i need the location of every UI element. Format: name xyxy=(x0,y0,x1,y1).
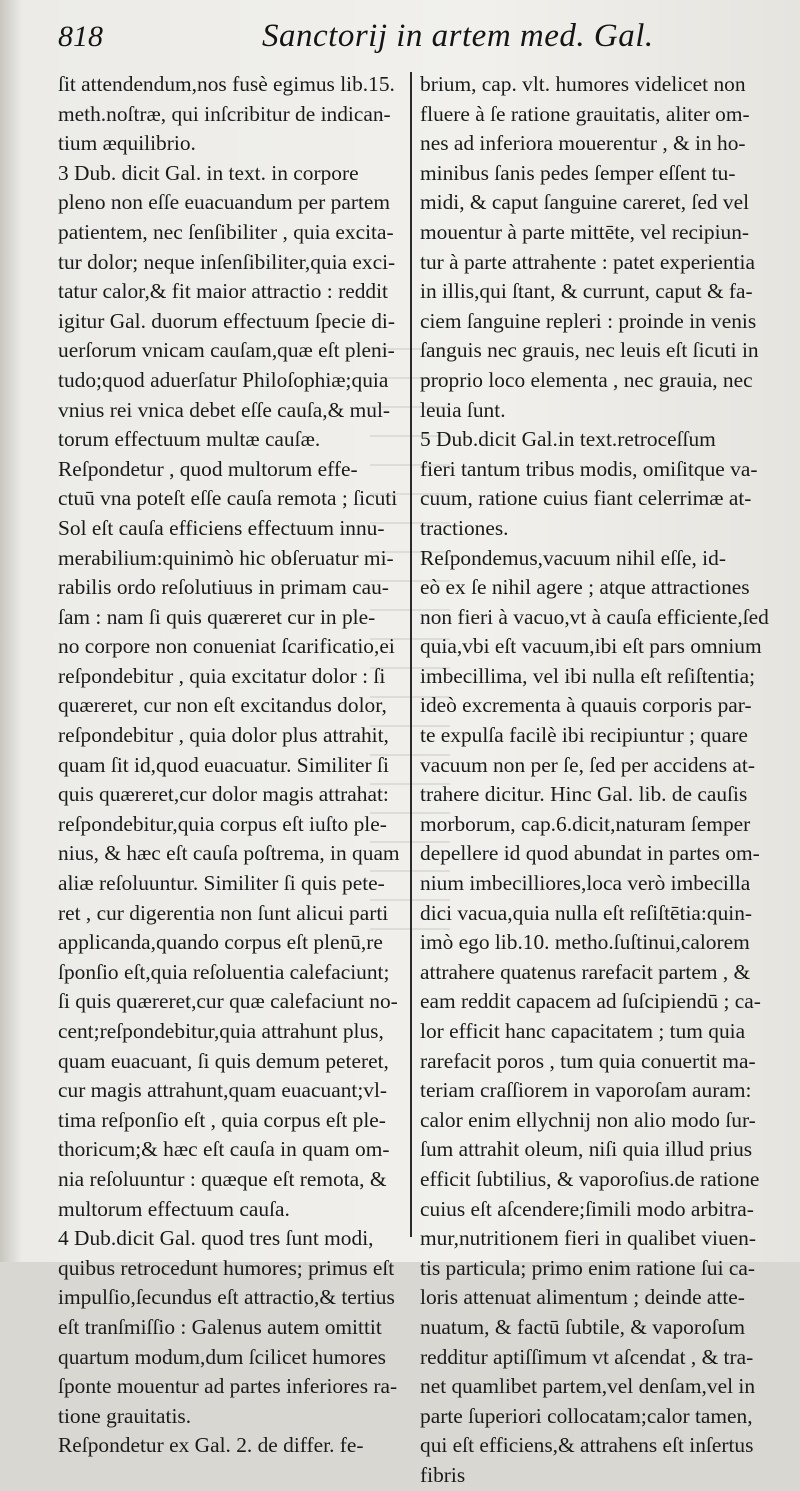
text-line: tractiones. xyxy=(420,515,509,540)
left-text-column xyxy=(58,70,403,1461)
text-line: reſpondebitur,quia corpus eſt iuſto ple- xyxy=(58,811,387,836)
text-line: ſponte mouentur ad partes inferiores ra- xyxy=(58,1374,398,1399)
text-line: 4 Dub.dicit Gal. quod tres ſunt modi, xyxy=(58,1226,374,1251)
text-line: nium imbecilliores,loca verò imbecilla xyxy=(420,871,751,896)
text-line: ſam : nam ſi quis quæreret cur in ple- xyxy=(58,604,376,629)
text-line: merabilium:quinimò hic obſeruatur mi- xyxy=(58,545,394,570)
text-line: Sol eſt cauſa efficiens effectuum innu- xyxy=(58,515,385,540)
text-line: meth.noſtræ, qui inſcribitur de indican- xyxy=(58,101,391,126)
text-line: efficit ſubtilius, & vaporoſius.de ratione xyxy=(420,1166,760,1191)
text-line: rabilis ordo reſolutiuus in primam cau- xyxy=(58,575,389,600)
text-line: quam ſit id,quod euacuatur. Similiter ſi xyxy=(58,752,389,777)
text-line: redditur aptiſſimum vt aſcendat , & tra- xyxy=(420,1344,754,1369)
text-line: cur magis attrahunt,quam euacuant;vl- xyxy=(58,1078,388,1103)
text-line: ciem ſanguine repleri : proinde in venis xyxy=(420,308,757,333)
text-line: tione grauitatis. xyxy=(58,1403,192,1428)
text-line: quæreret, cur non eſt excitandus dolor, xyxy=(58,693,387,718)
text-line: 3 Dub. dicit Gal. in text. in corpore xyxy=(58,160,359,185)
text-line: teriam craſſiorem in vaporoſam auram: xyxy=(420,1078,752,1103)
right-text-column xyxy=(420,70,769,1491)
text-line: ſum attrahit oleum, niſi quia illud prius xyxy=(420,1137,753,1162)
text-line: nuatum, & factū ſubtile, & vaporoſum xyxy=(420,1314,745,1339)
text-line: patientem, nec ſenſibiliter , quia excita- xyxy=(58,219,394,244)
text-line: calor enim ellychnij non alio modo ſur- xyxy=(420,1107,756,1132)
text-line: no corpore non conueniat ſcarificatio,ei xyxy=(58,634,395,659)
text-line: quibus retrocedunt humores; primus eſt xyxy=(58,1255,395,1280)
text-line: imbecillima, vel ibi nulla eſt reſiſtentia; xyxy=(420,663,756,688)
text-line: eam reddit capacem ad ſuſcipiendū ; ca- xyxy=(420,989,761,1014)
text-line: ret , cur digerentia non ſunt alicui parti xyxy=(58,900,389,925)
text-line: eſt tranſmiſſio : Galenus autem omittit xyxy=(58,1314,382,1339)
text-line: ſanguis nec grauis, nec leuis eſt ſicuti in xyxy=(420,338,759,363)
text-line: Reſpondetur , quod multorum effe- xyxy=(58,456,358,481)
text-line: Reſpondetur ex Gal. 2. de differ. fe- xyxy=(58,1433,364,1458)
text-line: eò ex ſe nihil agere ; atque attractiones xyxy=(420,575,750,600)
text-line: tudo;quod aduerſatur Philoſophiæ;quia xyxy=(58,367,389,392)
text-line: ctuū vna poteſt eſſe cauſa remota ; ſicuti xyxy=(58,486,398,511)
text-line: lor efficit hanc capacitatem ; tum quia xyxy=(420,1019,746,1043)
text-line: net quamlibet partem,vel denſam,vel in xyxy=(420,1374,756,1399)
text-line: Reſpondemus,vacuum nihil eſſe, id- xyxy=(420,545,726,570)
text-line: quam euacuant, ſi quis demum peteret, xyxy=(58,1048,389,1073)
text-line: igitur Gal. duorum effectuum ſpecie di- xyxy=(58,308,395,333)
text-line: tis particula; primo enim ratione ſui ca- xyxy=(420,1255,756,1280)
text-line: minibus ſanis pedes ſemper eſſent tu- xyxy=(420,160,736,185)
text-line: cent;reſpondebitur,quia attrahunt plus, xyxy=(58,1019,384,1043)
text-line: nius, & hæc eſt cauſa poſtrema, in quam xyxy=(58,841,400,866)
text-line: imò ego lib.10. metho.ſuſtinui,calorem xyxy=(420,930,750,955)
text-line: tatur calor,& fit maior attractio : reddit xyxy=(58,279,388,304)
text-line: quia,vbi eſt vacuum,ibi eſt pars omnium xyxy=(420,634,762,659)
text-line: aliæ reſoluuntur. Similiter ſi quis pete- xyxy=(58,871,385,896)
text-line: attrahere quatenus rarefacit partem , & xyxy=(420,959,751,984)
text-line: quis quæreret,cur dolor magis attrahat: xyxy=(58,782,389,807)
text-line: loris attenuat alimentum ; deinde atte- xyxy=(420,1285,745,1310)
text-line: nes ad inferiora mouerentur , & in ho- xyxy=(420,131,746,156)
text-line: tur dolor; neque inſenſibiliter,quia exci- xyxy=(58,249,396,274)
text-line: vnius rei vnica debet eſſe cauſa,& mul- xyxy=(58,397,391,422)
text-line: reſpondebitur , quia excitatur dolor : ſi xyxy=(58,663,386,688)
text-line: quartum modum,dum ſcilicet humores xyxy=(58,1344,386,1369)
text-line: mouentur à parte mittēte, vel recipiun- xyxy=(420,219,750,244)
text-line: ſit attendendum,nos fusè egimus lib.15. xyxy=(58,72,395,96)
text-line: fibris xyxy=(420,1462,466,1487)
text-line: depellere id quod abundat in partes om- xyxy=(420,841,760,866)
text-line: tima reſponſio eſt , quia corpus eſt ple- xyxy=(58,1107,386,1132)
text-line: parte ſuperiori collocatam;calor tamen, xyxy=(420,1403,753,1428)
text-line: brium, cap. vlt. humores videlicet non xyxy=(420,72,746,96)
text-line: leuia ſunt. xyxy=(420,397,506,422)
text-line: dici vacua,quia nulla eſt reſiſtētia:quin- xyxy=(420,900,753,925)
running-head: Sanctorij in artem med. Gal. xyxy=(262,18,654,54)
text-line: tium æquilibrio. xyxy=(58,131,196,156)
text-line: rarefacit poros , tum quia conuertit ma- xyxy=(420,1048,756,1073)
text-line: mur,nutritionem fieri in qualibet viuen- xyxy=(420,1226,756,1251)
text-line: trahere dicitur. Hinc Gal. lib. de cauſis xyxy=(420,782,748,807)
text-line: torum effectuum multæ cauſæ. xyxy=(58,427,321,452)
text-line: cuius eſt aſcendere;ſimili modo arbitra- xyxy=(420,1196,754,1221)
text-line: cuum, ratione cuius fiant celerrimæ at- xyxy=(420,486,752,511)
text-line: applicanda,quando corpus eſt plenū,re xyxy=(58,930,383,955)
text-line: vacuum non per ſe, ſed per accidens at- xyxy=(420,752,755,777)
text-line: te expulſa facilè ibi recipiuntur ; quare xyxy=(420,723,748,748)
text-line: impulſio,ſecundus eſt attractio,& tertius xyxy=(58,1285,395,1310)
text-line: thoricum;& hæc eſt cauſa in quam om- xyxy=(58,1137,390,1162)
text-line: 5 Dub.dicit Gal.in text.retroceſſum xyxy=(420,427,716,452)
text-line: midi, & caput ſanguine careret, ſed vel xyxy=(420,190,750,215)
text-line: ideò excrementa à quauis corporis par- xyxy=(420,693,752,718)
text-line: qui eſt efficiens,& attrahens eſt inſertus xyxy=(420,1433,754,1458)
page-header xyxy=(0,12,800,72)
column-divider xyxy=(410,72,412,1237)
text-line: multorum effectuum cauſa. xyxy=(58,1196,290,1221)
text-line: in illis,qui ſtant, & currunt, caput & fa- xyxy=(420,279,753,304)
text-line: proprio loco elementa , nec grauia, nec xyxy=(420,367,753,392)
text-line: non fieri à vacuo,vt à cauſa efficiente,ſed xyxy=(420,604,769,629)
text-line: tur à parte attrahente : patet experientia xyxy=(420,249,755,274)
text-line: nia reſoluuntur : quæque eſt remota, & xyxy=(58,1166,387,1191)
text-line: pleno non eſſe euacuandum per partem xyxy=(58,190,391,215)
text-line: uerſorum vnicam cauſam,quæ eſt pleni- xyxy=(58,338,395,363)
text-line: ſi quis quæreret,cur quæ calefaciunt no- xyxy=(58,989,398,1014)
text-line: fieri tantum tribus modis, omiſitque va- xyxy=(420,456,758,481)
text-line: morborum, cap.6.dicit,naturam ſemper xyxy=(420,811,751,836)
text-line: fluere à ſe ratione grauitatis, aliter om- xyxy=(420,101,750,126)
text-line: reſpondebitur , quia dolor plus attrahit, xyxy=(58,723,389,748)
page-number: 818 xyxy=(58,20,103,53)
text-line: ſponſio eſt,quia reſoluentia calefaciunt; xyxy=(58,959,390,984)
